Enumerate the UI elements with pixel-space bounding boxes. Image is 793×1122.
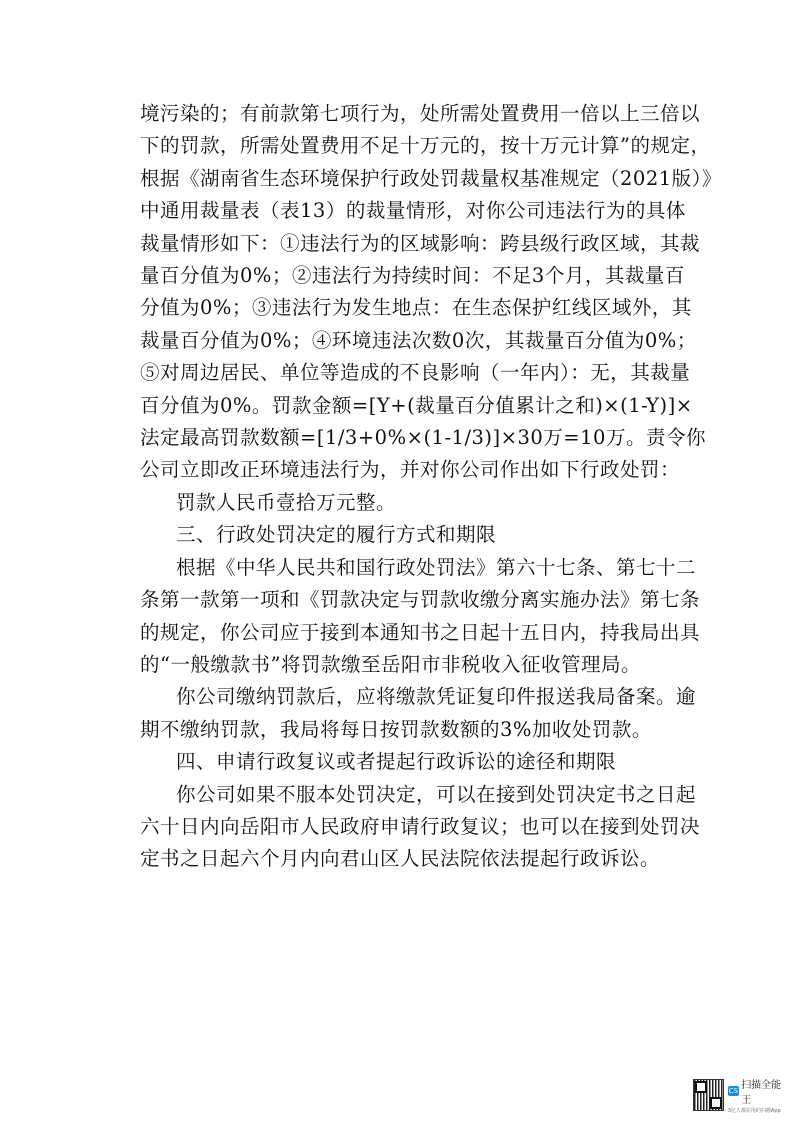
section4-para1-line: 定书之日起六个月内向君山区人民法院依法提起行政诉讼。 — [140, 847, 661, 871]
body-line: 裁量百分值为0%；④环境违法次数0次，其裁量百分值为0%； — [140, 328, 697, 352]
watermark-text — [728, 1076, 789, 1114]
watermark-subtitle: 3亿人都在用的扫描App — [727, 1108, 781, 1114]
watermark-title: 扫描全能王 — [741, 1080, 782, 1106]
section4-para1-line: 你公司如果不服本处罚决定，可以在接到处罚决定书之日起 — [176, 782, 697, 806]
section3-para2-line: 你公司缴纳罚款后，应将缴款凭证复印件报送我局备案。逾 — [176, 685, 697, 709]
body-line: 中通用裁量表（表13）的裁量情形，对你公司违法行为的具体 — [140, 199, 686, 223]
camscanner-logo-icon: CS — [728, 1087, 739, 1095]
section4-heading: 四、申请行政复议或者提起行政诉讼的途径和期限 — [176, 750, 617, 774]
body-line: 百分值为0%。罚款金额=[Y+(裁量百分值累计之和)×(1-Y)]× — [140, 393, 693, 417]
section3-para1-line: 的“一般缴款书”将罚款缴至岳阳市非税收入征收管理局。 — [140, 652, 641, 676]
body-line: 境污染的；有前款第七项行为，处所需处置费用一倍以上三倍以 — [140, 102, 701, 125]
section4-para1-line: 六十日内向岳阳市人民政府申请行政复议；也可以在接到处罚决 — [140, 814, 701, 838]
body-line: ⑤对周边居民、单位等造成的不良影响（一年内）：无，其裁量 — [140, 361, 691, 385]
body-line: 分值为0%；③违法行为发生地点：在生态保护红线区域外，其 — [140, 296, 692, 320]
body-line: 下的罚款，所需处置费用不足十万元的，按十万元计算”的规定， — [140, 134, 711, 158]
qr-code-icon — [693, 1079, 724, 1111]
body-line: 公司立即改正环境违法行为，并对你公司作出如下行政处罚： — [140, 458, 681, 482]
document-body — [140, 98, 722, 876]
scanner-watermark — [693, 1078, 789, 1112]
section3-heading: 三、行政处罚决定的履行方式和期限 — [176, 523, 497, 547]
penalty-text: 罚款人民币壹拾万元整。 — [176, 490, 397, 514]
watermark-title-row — [728, 1076, 789, 1106]
body-line: 根据《湖南省生态环境保护行政处罚裁量权基准规定（2021版）》 — [140, 166, 722, 190]
section3-para2-line: 期不缴纳罚款，我局将每日按罚款数额的3%加收处罚款。 — [140, 717, 652, 741]
section3-para1-line: 条第一款第一项和《罚款决定与罚款收缴分离实施办法》第七条 — [140, 588, 701, 612]
body-line: 法定最高罚款数额=[1/3+0%×(1-1/3)]×30万=10万。责令你 — [140, 426, 706, 450]
body-line: 量百分值为0%；②违法行为持续时间：不足3个月，其裁量百 — [140, 264, 685, 288]
body-line: 裁量情形如下：①违法行为的区域影响：跨县级行政区域，其裁 — [140, 231, 701, 255]
section3-para1-line: 根据《中华人民共和国行政处罚法》第六十七条、第七十二 — [176, 555, 697, 579]
section3-para1-line: 的规定，你公司应于接到本通知书之日起十五日内，持我局出具 — [140, 620, 701, 644]
